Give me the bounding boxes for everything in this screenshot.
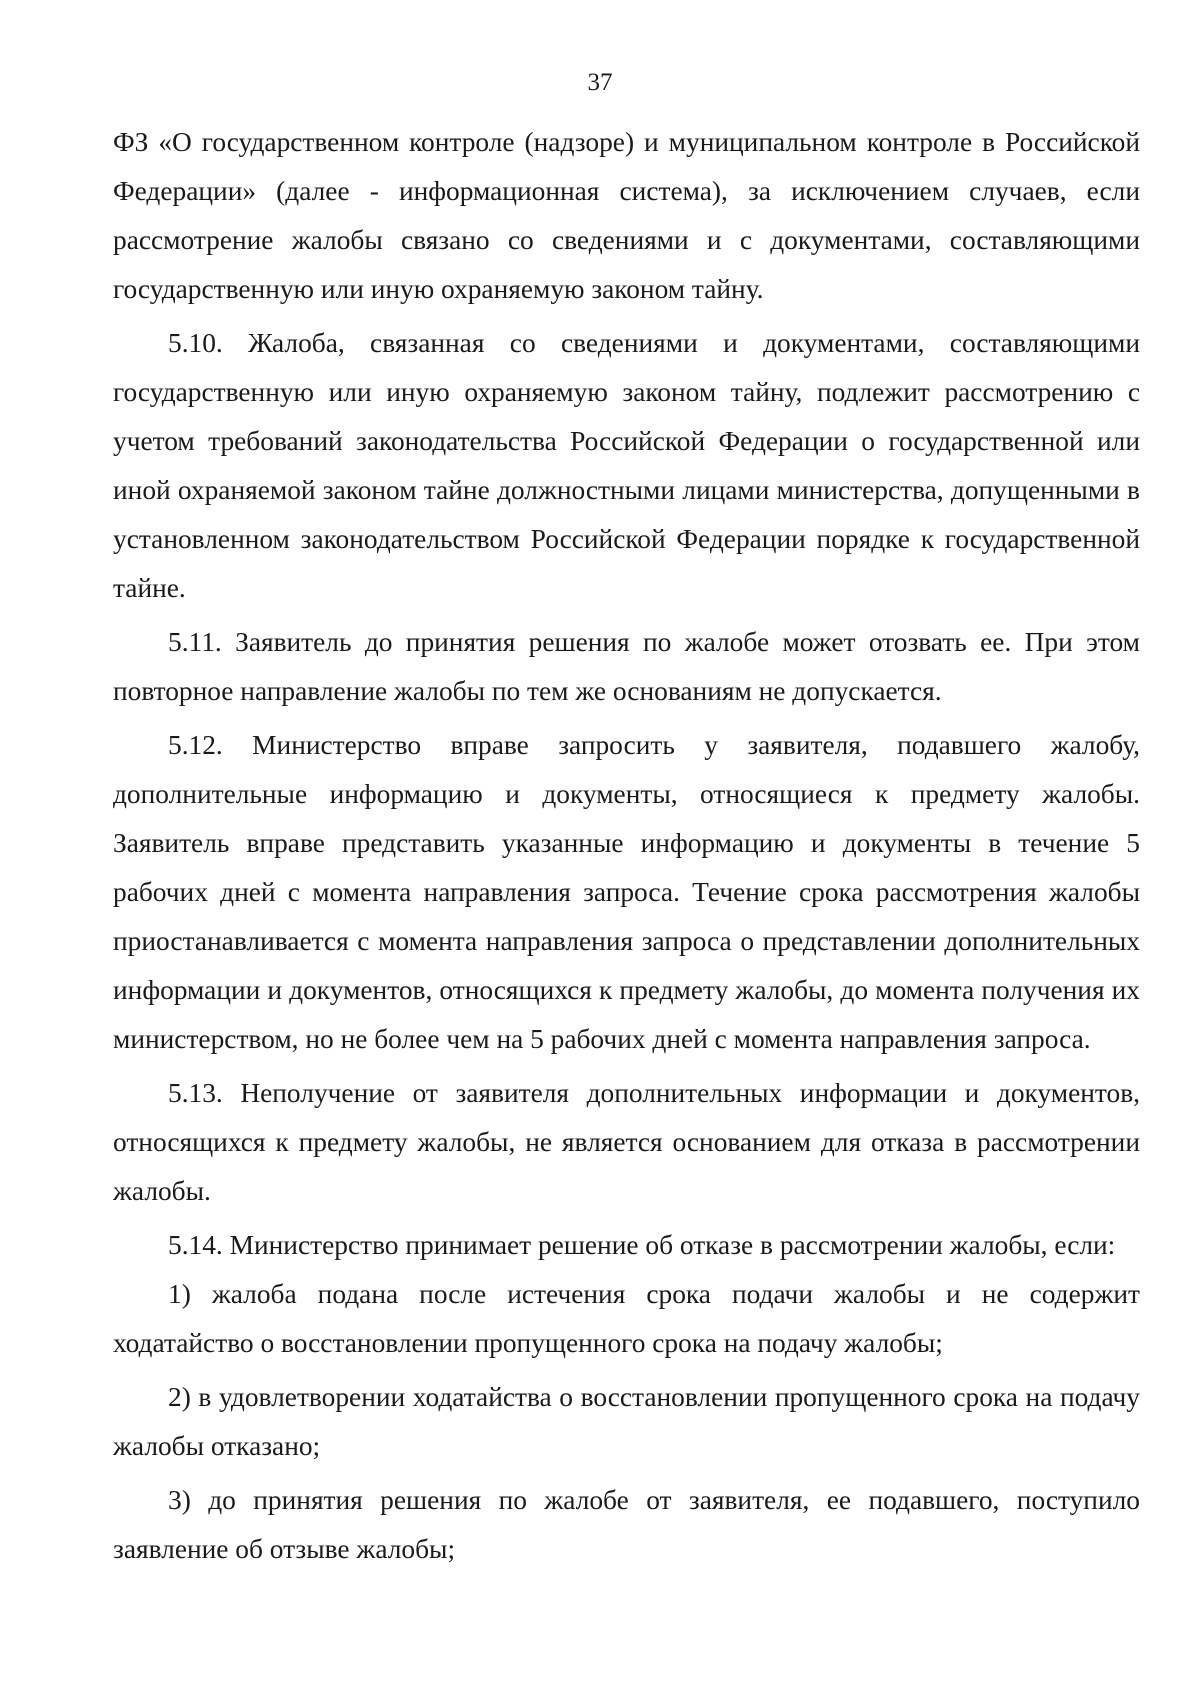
document-body (113, 118, 1140, 1579)
paragraph-continuation: ФЗ «О государственном контроле (надзоре) и муниципальном контроле в Российской Федерации» (далее - информационная система), за исключением случаев, если рассмотрение жалобы связано со сведениями и с документами, составляющими государственную или иную охраняемую законом тайну. (113, 127, 1140, 304)
paragraph-5-13: 5.13. Неполучение от заявителя дополнительных информации и документов, относящихся к предмету жалобы, не является основанием для отказа в рассмотрении жалобы. (113, 1078, 1140, 1206)
list-item-1: 1) жалоба подана после истечения срока подачи жалобы и не содержит ходатайство о восстановлении пропущенного срока на подачу жалобы; (113, 1279, 1140, 1358)
paragraph-5-12: 5.12. Министерство вправе запросить у заявителя, подавшего жалобу, дополнительные информацию и документы, относящиеся к предмету жалобы. Заявитель вправе представить указанные информацию и документы в течение 5 рабочих дней с момента направления запроса. Течение срока рассмотрения жалобы приостанавливается с момента направления запроса о представлении дополнительных информации и документов, относящихся к предмету жалобы, до момента получения их министерством, но не более чем на 5 рабочих дней с момента направления запроса. (113, 730, 1140, 1054)
paragraph-5-11: 5.11. Заявитель до принятия решения по жалобе может отозвать ее. При этом повторное направление жалобы по тем же основаниям не допускается. (113, 627, 1140, 706)
paragraph-5-14: 5.14. Министерство принимает решение об отказе в рассмотрении жалобы, если: (168, 1230, 1116, 1260)
list-item-3: 3) до принятия решения по жалобе от заявителя, ее подавшего, поступило заявление об отзыве жалобы; (113, 1485, 1140, 1564)
paragraph-5-10: 5.10. Жалоба, связанная со сведениями и документами, составляющими государственную или иную охраняемую законом тайну, подлежит рассмотрению с учетом требований законодательства Российской Федерации о государственной или иной охраняемой законом тайне должностными лицами министерства, допущенными в установленном законодательством Российской Федерации порядке к государственной тайне. (113, 328, 1140, 603)
page-number: 37 (587, 69, 613, 96)
list-item-2: 2) в удовлетворении ходатайства о восстановлении пропущенного срока на подачу жалобы отказано; (113, 1382, 1140, 1461)
